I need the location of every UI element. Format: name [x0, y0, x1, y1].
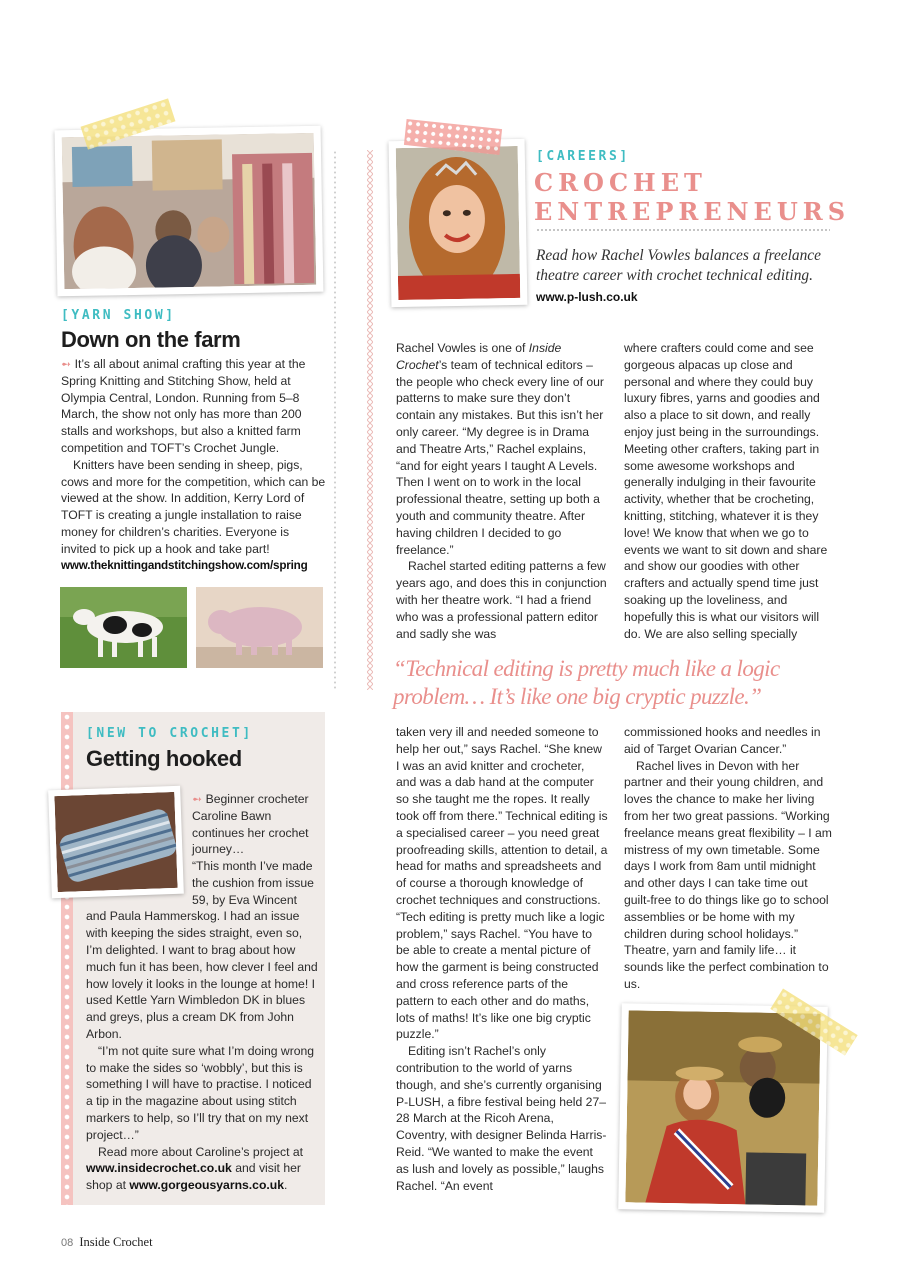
paragraph: Rachel started editing patterns a few years ago, and does this in conjunction with her theatre work. “I had a friend who was a professional pattern editor and sadly she was: [396, 559, 607, 641]
careers-col2-top: [624, 340, 836, 642]
getting-hooked-body: [86, 858, 318, 1194]
pull-quote-line: problem… It’s like one big cryptic puzzle.”: [393, 684, 762, 709]
page-footer: [61, 1235, 153, 1250]
section-tag: [YARN SHOW]: [61, 308, 176, 323]
rachel-portrait-photo: [389, 139, 528, 307]
title-underline-dotted: [536, 229, 830, 231]
paragraph: It’s all about animal crafting this year at the Spring Knitting and Stitching Show, held at Olympia Central, London. Running from 5–8 March, the show not only has more than 200 stalls and workshops, but also a knitted farm competition and TOFT’s Crochet Jungle.: [61, 357, 306, 455]
panel-dotted-border: [61, 712, 73, 1205]
arrow-icon: ➻: [192, 792, 206, 806]
paragraph: commissioned hooks and needles in aid of Target Ovarian Cancer.”: [624, 725, 821, 756]
yarn-show-body: [61, 356, 326, 574]
text: Read more about Caroline’s project at: [98, 1144, 304, 1159]
column-divider-dotted: [334, 150, 336, 690]
standfirst: Read how Rachel Vowles balances a freelance theatre career with crochet technical editing.: [536, 247, 821, 284]
careers-col2-bottom: [624, 724, 836, 993]
text: .: [284, 1178, 288, 1193]
link[interactable]: www.theknittingandstitchingshow.com/spring: [61, 558, 308, 572]
float-spacer: [86, 858, 192, 908]
paragraph: Knitters have been sending in sheep, pigs, cows and more for the competition, which can be viewed at the show. In addition, Kerry Lord of TOFT is creating a jungle installation to raise money for children’s charities. Everyone is invited to pick up a hook and take part!: [61, 457, 326, 556]
feature-title-line: CROCHET: [534, 168, 707, 197]
pull-quote: [393, 655, 843, 711]
link[interactable]: www.gorgeousyarns.co.uk: [129, 1178, 285, 1193]
text: and visit her shop at: [86, 1161, 301, 1193]
paragraph: Beginner crocheter Caroline Bawn continues her crochet journey…: [192, 792, 309, 857]
paragraph: where crafters could come and see gorgeous alpacas up close and personal and where they could buy luxury fibres, yarns and goodies and also a place to sit down, and really enjoy just being in the surroundings. Meeting other crafters, taking part in some awesome workshops and generally indulging in their favourite activity, whether that be crocheting, knitting, stitching, whatever it is they love! We know that when we go to events we want to sit down and share and show our goodies with other crafters and actually spend time just soaking up the loveliness, and hopefully this is what our visitors will do. We are also selling specially: [624, 341, 828, 641]
link[interactable]: www.insidecrochet.co.uk: [86, 1161, 232, 1176]
link[interactable]: www.p-lush.co.uk: [536, 290, 638, 304]
text: ’s team of technical editors – the people who check every line of our patterns to make sure they don’t contain any mistakes. But this isn’t her only career. “My degree is in Drama and Theatre Arts,” Rachel explains, “and for eight years I taught A Levels. Then I went on to work in the local professional theatre, setting up both a youth and community theatre. After having children I decided to go freelance.”: [396, 357, 604, 557]
paragraph: Editing isn’t Rachel’s only contribution to the world of yarns though, and she’s currently organising P-LUSH, a fibre festival being held 27–28 March at the Ricoh Arena, Coventry, with designer Belinda Harris-Reid. “We wanted to make the event as lush and lovely as possible,” laughs Rachel. “An event: [396, 1044, 607, 1193]
magazine-name: Inside Crochet: [396, 341, 562, 372]
careers-col1-bottom: [396, 724, 608, 1194]
paragraph: Rachel lives in Devon with her partner and their young children, and loves the chance to make her living from her two great passions. “Working freelance means great flexibility – I am mistress of my own timetable. Some days I work from 8am until midnight and other days I can take time out guilt-free to do things like go to school assemblies or be home with my children during school holidays.” Theatre, yarn and family life… it sounds like the perfect combination to us.: [624, 758, 832, 991]
knitted-cow-photo: [60, 587, 187, 668]
section-tag: [NEW TO CROCHET]: [86, 726, 253, 741]
text: Rachel Vowles is one of: [396, 341, 529, 355]
paragraph: “This month I’ve made the cushion from issue 59, by Eva Wincent and Paula Hammerskog. I had an issue with keeping the sides straight, even so, I’m delighted. I want to brag about how much fun it has been, how clever I feel and how lovely it looks in the lounge at home! I used Kettle Yarn Wimbledon DK in blues and greys, plus a cream DK from John Arbon.: [86, 859, 318, 1041]
feature-title: [534, 168, 850, 226]
feature-title-line: ENTREPRENEURS: [534, 197, 851, 226]
column-divider-zigzag: [367, 150, 373, 690]
knitted-pig-photo: [196, 587, 323, 668]
arrow-icon: ➻: [61, 357, 75, 371]
magazine-name: Inside Crochet: [79, 1235, 153, 1249]
pull-quote-line: “Technical editing is pretty much like a logic: [393, 656, 780, 681]
careers-col1-top: [396, 340, 608, 642]
getting-hooked-intro: [192, 791, 317, 858]
family-photo: [618, 1003, 828, 1213]
paragraph: taken very ill and needed someone to help her out,” says Rachel. “She knew I was an avid knitter and crocheter, and was a dab hand at the computer so she taught me the ropes. It really took off from there.” Technical editing is a specialised career – you need great proofreading skills, attention to detail, a head for maths and spreadsheets and of course a thorough knowledge of crochet techniques and constructions. “Tech editing is pretty much like a logic problem,” says Rachel. “You have to be able to create a mental picture of how the garment is being constructed and cross reference parts of the pattern to each other and do maths, lots of maths! It’s like one big cryptic puzzle.”: [396, 725, 608, 1042]
article-title: Down on the farm: [61, 327, 241, 352]
section-tag: [CAREERS]: [536, 149, 630, 164]
yarn-show-photo: [55, 126, 324, 297]
page-number: 08: [61, 1237, 74, 1249]
paragraph: “I’m not quite sure what I’m doing wrong to make the sides so ‘wobbly’, but this is something I will have to practise. I noticed a tip in the magazine about using stitch markers to help, so I’ll try that on my next project…”: [86, 1043, 315, 1142]
article-title: Getting hooked: [86, 746, 242, 771]
